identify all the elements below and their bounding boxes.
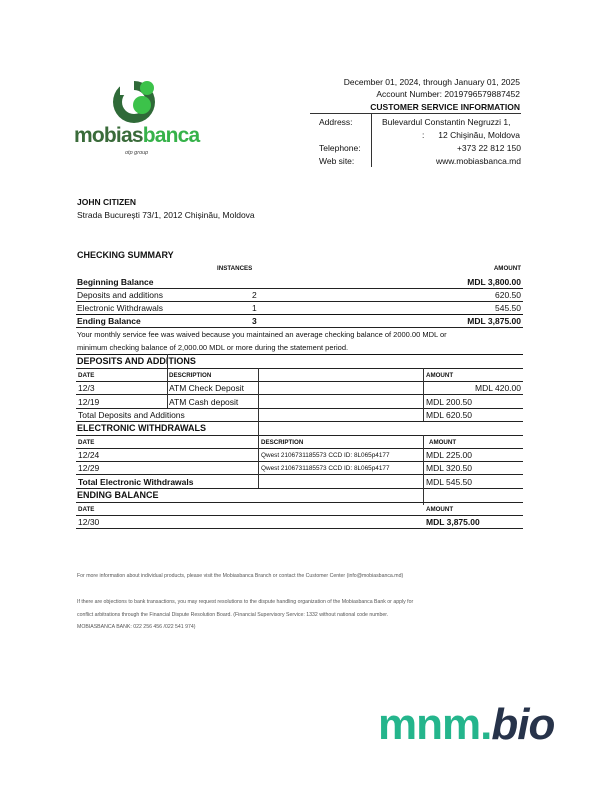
customer-address: Strada București 73/1, 2012 Chișinău, Moldova [77,210,255,220]
brand-name: mobiasbanca [74,124,200,147]
col-divider [423,368,424,421]
summary-instances-3: 3 [252,316,257,326]
summary-instances-2: 1 [252,303,257,313]
ending-col-amount: AMOUNT [426,506,454,513]
row-divider [76,314,523,315]
row-divider [76,381,523,382]
row-divider [76,515,523,516]
ending-amount: MDL 3,875.00 [426,517,480,527]
withdrawal-amount-0: MDL 225.00 [426,450,472,460]
withdrawal-date-1: 12/29 [78,463,100,473]
summary-label-3: Ending Balance [77,316,141,326]
col-divider [167,354,168,408]
telephone-value: +373 22 812 150 [456,143,521,153]
csi-title: CUSTOMER SERVICE INFORMATION [370,102,520,112]
section-divider [76,354,523,355]
summary-note-1: Your monthly service fee was waived because you maintained an average checking balance of 2000.00 MDL or [77,330,447,339]
row-divider [76,502,523,503]
summary-col-amount: AMOUNT [493,265,521,272]
col-divider [258,368,259,421]
brand-subtitle: otp group [125,150,149,156]
row-divider [76,408,523,409]
row-divider [76,461,523,462]
summary-amount-1: 620.50 [495,290,521,300]
deposit-desc-0: ATM Check Deposit [169,383,244,393]
deposits-col-date: DATE [78,372,95,379]
summary-instances-1: 2 [252,290,257,300]
website-value: www.mobiasbanca.md [435,156,521,166]
deposit-amount-0: MDL 420.00 [475,383,521,393]
statement-period: December 01, 2024, through January 01, 2025 [343,77,520,87]
deposits-col-amount: AMOUNT [426,372,454,379]
row-divider [76,368,523,369]
withdrawal-desc-0: Qwest 2106731185573 CCD ID: 8L065p4177 [261,452,390,459]
withdrawals-title: ELECTRONIC WITHDRAWALS [77,423,206,433]
row-divider [76,528,523,529]
row-divider [76,474,523,475]
withdrawals-total: MDL 545.50 [426,477,472,487]
row-divider [76,327,523,328]
col-divider [258,421,259,488]
header-column-divider [371,114,372,167]
row-divider [76,288,523,289]
row-divider [76,421,523,422]
footer-objections-2: conflict arbitrations through the Financial Dispute Resolution Board. (Financial Supervisory Service: 1332 without national code number. [77,612,389,618]
ending-title: ENDING BALANCE [77,490,159,500]
summary-label-0: Beginning Balance [77,277,154,287]
deposit-amount-1: MDL 200.50 [426,397,472,407]
deposit-date-0: 12/3 [78,383,95,393]
deposits-total-label: Total Deposits and Additions [78,410,185,420]
row-divider [76,448,523,449]
address-label: Address: [319,117,353,127]
watermark-logo: mnm.bio [378,700,555,749]
deposits-total: MDL 620.50 [426,410,472,420]
withdrawal-desc-1: Qwest 2106731185573 CCD ID: 8L065p4177 [261,465,390,472]
footer-objections-1: If there are objections to bank transactions, you may request resolutions to the dispute handling organization of the Mobiasbanca Bank or apply for [77,599,414,605]
col-divider [423,435,424,505]
row-divider [76,488,523,489]
withdrawals-col-desc: DESCRIPTION [261,439,304,446]
withdrawals-col-date: DATE [78,439,95,446]
header-divider [310,113,521,114]
summary-note-2: minimum checking balance of 2,000.00 MDL or more during the statement period. [77,343,349,352]
address-dot: : [422,130,425,140]
deposit-date-1: 12/19 [78,397,100,407]
withdrawals-col-amount: AMOUNT [429,439,457,446]
address-line2: 12 Chişinău, Moldova [438,130,520,140]
withdrawals-total-label: Total Electronic Withdrawals [78,477,194,487]
footer-info: For more information about individual products, please visit the Mobiasbanca Branch or contact the Customer Center (info@mobiasbanca.md) [77,573,404,579]
ending-col-date: DATE [78,506,95,513]
summary-col-instances: INSTANCES [217,265,253,272]
telephone-label: Telephone: [319,143,361,153]
address-line1: Bulevardul Constantin Negruzzi 1, [382,117,511,127]
summary-label-2: Electronic Withdrawals [77,303,163,313]
summary-amount-2: 545.50 [495,303,521,313]
customer-name: JOHN CITIZEN [77,197,137,207]
website-label: Web site: [319,156,355,166]
withdrawal-date-0: 12/24 [78,450,100,460]
summary-amount-0: MDL 3,800.00 [467,277,521,287]
ending-date: 12/30 [78,517,100,527]
deposits-title: DEPOSITS AND ADDITIONS [77,356,196,366]
row-divider [76,394,523,395]
summary-title: CHECKING SUMMARY [77,250,174,260]
row-divider [76,435,523,436]
footer-bank: MOBIASBANCA BANK: 022 256 456 /022 541 974) [77,624,196,630]
deposits-col-desc: DESCRIPTION [169,372,212,379]
summary-label-1: Deposits and additions [77,290,164,300]
account-number: Account Number: 2019796579887452 [376,89,520,99]
row-divider [76,301,523,302]
deposit-desc-1: ATM Cash deposit [169,397,239,407]
withdrawal-amount-1: MDL 320.50 [426,463,472,473]
summary-amount-3: MDL 3,875.00 [467,316,521,326]
